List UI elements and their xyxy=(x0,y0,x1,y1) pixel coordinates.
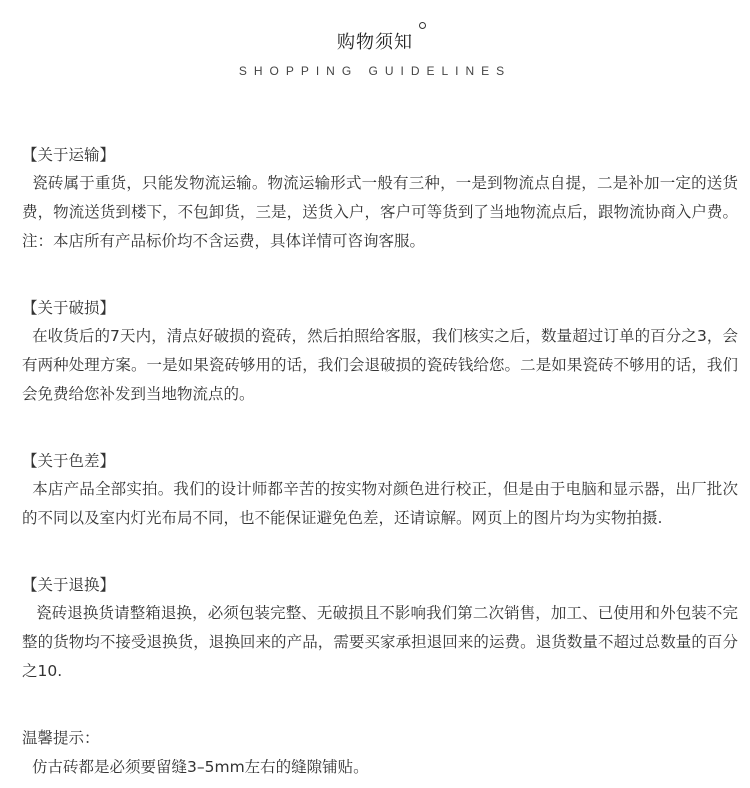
section-text: 本店产品全部实拍。我们的设计师都辛苦的按实物对颜色进行校正，但是由于电脑和显示器，出厂批次的不同以及室内灯光布局不同，也不能保证避免色差，还请谅解。网页上的图片均为实物拍摄. xyxy=(22,480,738,527)
circle-icon xyxy=(419,22,426,29)
section-body xyxy=(22,475,738,533)
tip-title: 温馨提示： xyxy=(22,729,100,747)
section-title: 【关于破损】 xyxy=(22,299,116,317)
section-color-difference xyxy=(22,447,738,533)
section-text: 瓷砖属于重货，只能发物流运输。物流运输形式一般有三种，一是到物流点自提，二是补加一定的送货费，物流送货到楼下，不包卸货，三是，送货入户，客户可等货到了当地物流点后，跟物流协商入户费。注：本店所有产品标价均不含运费，具体详情可咨询客服。 xyxy=(22,174,738,250)
section-body xyxy=(22,599,738,686)
section-body xyxy=(22,169,738,256)
page-title: 购物须知 xyxy=(337,32,413,53)
section-tip xyxy=(22,724,738,782)
page-header xyxy=(0,0,750,90)
section-title: 【关于运输】 xyxy=(22,146,116,164)
guidelines-content xyxy=(22,141,738,782)
section-title: 【关于退换】 xyxy=(22,576,116,594)
section-damage xyxy=(22,294,738,409)
tip-body: 仿古砖都是必须要留缝3–5mm左右的缝隙铺贴。 xyxy=(32,758,369,776)
page-subtitle: SHOPPING GUIDELINES xyxy=(238,64,512,78)
section-returns xyxy=(22,571,738,686)
section-text: 在收货后的7天内，清点好破损的瓷砖，然后拍照给客服，我们核实之后，数量超过订单的百分之3，会有两种处理方案。一是如果瓷砖够用的话，我们会退破损的瓷砖钱给您。二是如果瓷砖不够用的话，我们会免费给您补发到当地物流点的。 xyxy=(22,327,738,403)
section-shipping xyxy=(22,141,738,256)
section-text: 瓷砖退换货请整箱退换，必须包装完整、无破损且不影响我们第二次销售，加工、已使用和外包装不完整的货物均不接受退换货，退换回来的产品，需要买家承担退回来的运费。退货数量不超过总数量的百分之10. xyxy=(22,604,738,680)
section-body xyxy=(22,322,738,409)
section-title: 【关于色差】 xyxy=(22,452,116,470)
